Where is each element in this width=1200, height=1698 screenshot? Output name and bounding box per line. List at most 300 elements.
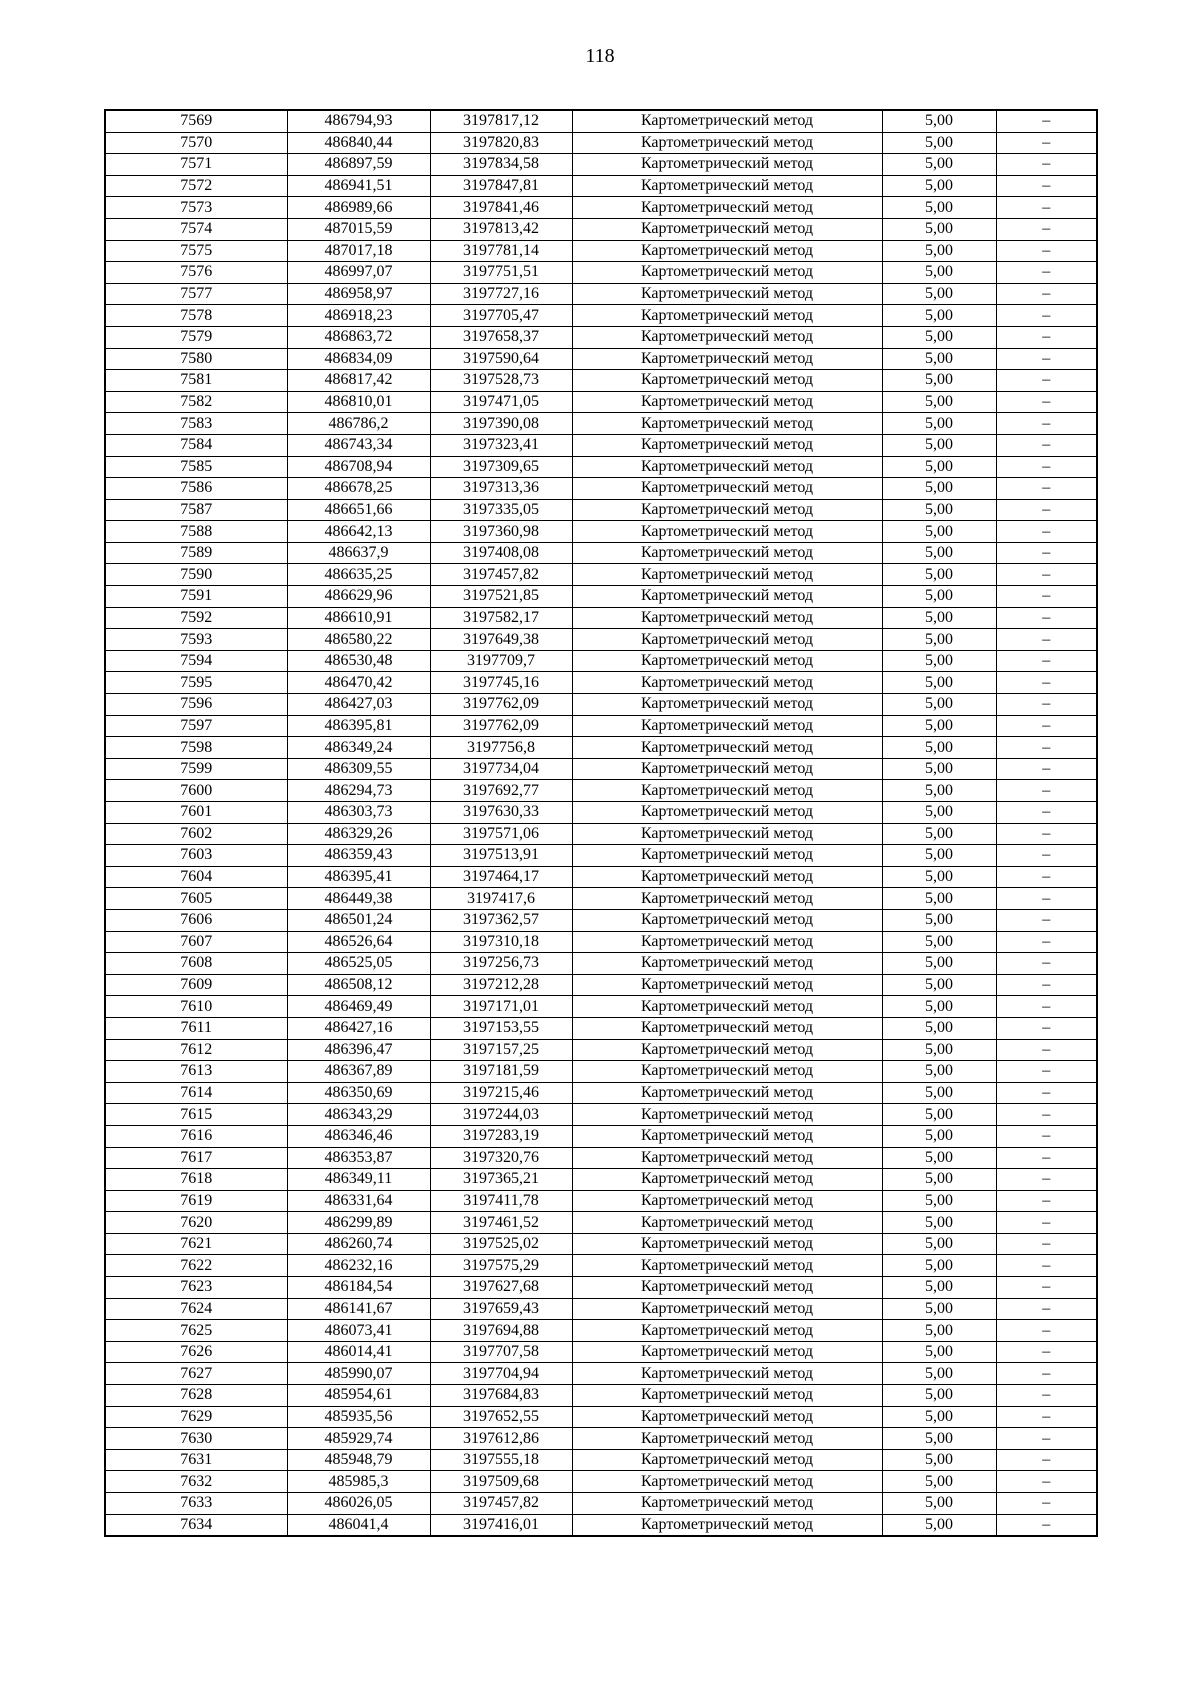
note-cell: – — [996, 866, 1097, 888]
point-number-cell: 7584 — [105, 434, 287, 456]
error-value-cell: 5,00 — [882, 586, 996, 608]
note-cell: – — [996, 370, 1097, 392]
error-value-cell: 5,00 — [882, 197, 996, 219]
method-cell: Картометрический метод — [572, 780, 882, 802]
y-coordinate-cell: 3197335,05 — [430, 499, 572, 521]
y-coordinate-cell: 3197704,94 — [430, 1363, 572, 1385]
error-value-cell: 5,00 — [882, 326, 996, 348]
error-value-cell: 5,00 — [882, 283, 996, 305]
x-coordinate-cell: 486343,29 — [287, 1104, 430, 1126]
x-coordinate-cell: 486359,43 — [287, 845, 430, 867]
table-row — [105, 909, 1097, 931]
method-cell: Картометрический метод — [572, 629, 882, 651]
note-cell: – — [996, 521, 1097, 543]
error-value-cell: 5,00 — [882, 780, 996, 802]
point-number-cell: 7590 — [105, 564, 287, 586]
note-cell: – — [996, 1125, 1097, 1147]
error-value-cell: 5,00 — [882, 132, 996, 154]
table-row — [105, 413, 1097, 435]
error-value-cell: 5,00 — [882, 1298, 996, 1320]
y-coordinate-cell: 3197525,02 — [430, 1233, 572, 1255]
table-row — [105, 758, 1097, 780]
table-row — [105, 780, 1097, 802]
y-coordinate-cell: 3197820,83 — [430, 132, 572, 154]
error-value-cell: 5,00 — [882, 953, 996, 975]
table-row — [105, 1320, 1097, 1342]
method-cell: Картометрический метод — [572, 1449, 882, 1471]
y-coordinate-cell: 3197705,47 — [430, 305, 572, 327]
note-cell: – — [996, 1255, 1097, 1277]
error-value-cell: 5,00 — [882, 715, 996, 737]
table-row — [105, 694, 1097, 716]
table-row — [105, 1233, 1097, 1255]
point-number-cell: 7571 — [105, 154, 287, 176]
x-coordinate-cell: 486863,72 — [287, 326, 430, 348]
y-coordinate-cell: 3197684,83 — [430, 1385, 572, 1407]
method-cell: Картометрический метод — [572, 1061, 882, 1083]
y-coordinate-cell: 3197627,68 — [430, 1277, 572, 1299]
y-coordinate-cell: 3197313,36 — [430, 478, 572, 500]
method-cell: Картометрический метод — [572, 542, 882, 564]
table-row — [105, 1406, 1097, 1428]
method-cell: Картометрический метод — [572, 218, 882, 240]
method-cell: Картометрический метод — [572, 370, 882, 392]
x-coordinate-cell: 485948,79 — [287, 1449, 430, 1471]
method-cell: Картометрический метод — [572, 348, 882, 370]
error-value-cell: 5,00 — [882, 694, 996, 716]
note-cell: – — [996, 1471, 1097, 1493]
point-number-cell: 7607 — [105, 931, 287, 953]
table-row — [105, 218, 1097, 240]
method-cell: Картометрический метод — [572, 1493, 882, 1515]
y-coordinate-cell: 3197244,03 — [430, 1104, 572, 1126]
method-cell: Картометрический метод — [572, 326, 882, 348]
method-cell: Картометрический метод — [572, 953, 882, 975]
method-cell: Картометрический метод — [572, 1406, 882, 1428]
y-coordinate-cell: 3197181,59 — [430, 1061, 572, 1083]
method-cell: Картометрический метод — [572, 672, 882, 694]
table-row — [105, 974, 1097, 996]
y-coordinate-cell: 3197756,8 — [430, 737, 572, 759]
table-row — [105, 1190, 1097, 1212]
table-row — [105, 1061, 1097, 1083]
note-cell: – — [996, 499, 1097, 521]
error-value-cell: 5,00 — [882, 434, 996, 456]
table-row — [105, 1449, 1097, 1471]
note-cell: – — [996, 240, 1097, 262]
method-cell: Картометрический метод — [572, 1277, 882, 1299]
table-row — [105, 1104, 1097, 1126]
error-value-cell: 5,00 — [882, 996, 996, 1018]
x-coordinate-cell: 486525,05 — [287, 953, 430, 975]
table-row — [105, 586, 1097, 608]
x-coordinate-cell: 486743,34 — [287, 434, 430, 456]
error-value-cell: 5,00 — [882, 110, 996, 132]
table-row — [105, 845, 1097, 867]
error-value-cell: 5,00 — [882, 456, 996, 478]
x-coordinate-cell: 486501,24 — [287, 909, 430, 931]
x-coordinate-cell: 486073,41 — [287, 1320, 430, 1342]
table-row — [105, 1428, 1097, 1450]
method-cell: Картометрический метод — [572, 909, 882, 931]
x-coordinate-cell: 486642,13 — [287, 521, 430, 543]
note-cell: – — [996, 1493, 1097, 1515]
point-number-cell: 7600 — [105, 780, 287, 802]
method-cell: Картометрический метод — [572, 802, 882, 824]
x-coordinate-cell: 486260,74 — [287, 1233, 430, 1255]
method-cell: Картометрический метод — [572, 737, 882, 759]
point-number-cell: 7609 — [105, 974, 287, 996]
error-value-cell: 5,00 — [882, 1493, 996, 1515]
y-coordinate-cell: 3197817,12 — [430, 110, 572, 132]
point-number-cell: 7614 — [105, 1082, 287, 1104]
error-value-cell: 5,00 — [882, 672, 996, 694]
table-row — [105, 175, 1097, 197]
note-cell: – — [996, 1406, 1097, 1428]
method-cell: Картометрический метод — [572, 823, 882, 845]
x-coordinate-cell: 486840,44 — [287, 132, 430, 154]
note-cell: – — [996, 1514, 1097, 1536]
y-coordinate-cell: 3197727,16 — [430, 283, 572, 305]
error-value-cell: 5,00 — [882, 931, 996, 953]
page-number: 118 — [585, 45, 615, 67]
x-coordinate-cell: 486350,69 — [287, 1082, 430, 1104]
x-coordinate-cell: 486427,03 — [287, 694, 430, 716]
method-cell: Картометрический метод — [572, 607, 882, 629]
x-coordinate-cell: 486041,4 — [287, 1514, 430, 1536]
table-row — [105, 888, 1097, 910]
x-coordinate-cell: 486184,54 — [287, 1277, 430, 1299]
x-coordinate-cell: 486294,73 — [287, 780, 430, 802]
note-cell: – — [996, 845, 1097, 867]
method-cell: Картометрический метод — [572, 110, 882, 132]
error-value-cell: 5,00 — [882, 1125, 996, 1147]
error-value-cell: 5,00 — [882, 521, 996, 543]
x-coordinate-cell: 486580,22 — [287, 629, 430, 651]
point-number-cell: 7597 — [105, 715, 287, 737]
note-cell: – — [996, 1385, 1097, 1407]
table-row — [105, 1493, 1097, 1515]
point-number-cell: 7588 — [105, 521, 287, 543]
error-value-cell: 5,00 — [882, 478, 996, 500]
table-row — [105, 197, 1097, 219]
error-value-cell: 5,00 — [882, 1471, 996, 1493]
table-row — [105, 1514, 1097, 1536]
y-coordinate-cell: 3197157,25 — [430, 1039, 572, 1061]
note-cell: – — [996, 629, 1097, 651]
method-cell: Картометрический метод — [572, 694, 882, 716]
method-cell: Картометрический метод — [572, 1298, 882, 1320]
error-value-cell: 5,00 — [882, 1320, 996, 1342]
point-number-cell: 7617 — [105, 1147, 287, 1169]
y-coordinate-cell: 3197745,16 — [430, 672, 572, 694]
note-cell: – — [996, 758, 1097, 780]
point-number-cell: 7591 — [105, 586, 287, 608]
y-coordinate-cell: 3197841,46 — [430, 197, 572, 219]
note-cell: – — [996, 650, 1097, 672]
point-number-cell: 7620 — [105, 1212, 287, 1234]
method-cell: Картометрический метод — [572, 521, 882, 543]
error-value-cell: 5,00 — [882, 348, 996, 370]
point-number-cell: 7593 — [105, 629, 287, 651]
x-coordinate-cell: 486941,51 — [287, 175, 430, 197]
error-value-cell: 5,00 — [882, 1061, 996, 1083]
method-cell: Картометрический метод — [572, 240, 882, 262]
method-cell: Картометрический метод — [572, 1514, 882, 1536]
method-cell: Картометрический метод — [572, 478, 882, 500]
x-coordinate-cell: 486396,47 — [287, 1039, 430, 1061]
method-cell: Картометрический метод — [572, 1255, 882, 1277]
y-coordinate-cell: 3197847,81 — [430, 175, 572, 197]
error-value-cell: 5,00 — [882, 1104, 996, 1126]
point-number-cell: 7582 — [105, 391, 287, 413]
y-coordinate-cell: 3197734,04 — [430, 758, 572, 780]
y-coordinate-cell: 3197575,29 — [430, 1255, 572, 1277]
method-cell: Картометрический метод — [572, 715, 882, 737]
table-row — [105, 1255, 1097, 1277]
x-coordinate-cell: 486897,59 — [287, 154, 430, 176]
y-coordinate-cell: 3197555,18 — [430, 1449, 572, 1471]
point-number-cell: 7595 — [105, 672, 287, 694]
note-cell: – — [996, 1428, 1097, 1450]
y-coordinate-cell: 3197471,05 — [430, 391, 572, 413]
note-cell: – — [996, 1233, 1097, 1255]
x-coordinate-cell: 486026,05 — [287, 1493, 430, 1515]
point-number-cell: 7573 — [105, 197, 287, 219]
y-coordinate-cell: 3197834,58 — [430, 154, 572, 176]
note-cell: – — [996, 1277, 1097, 1299]
y-coordinate-cell: 3197652,55 — [430, 1406, 572, 1428]
error-value-cell: 5,00 — [882, 1147, 996, 1169]
y-coordinate-cell: 3197411,78 — [430, 1190, 572, 1212]
method-cell: Картометрический метод — [572, 845, 882, 867]
y-coordinate-cell: 3197464,17 — [430, 866, 572, 888]
y-coordinate-cell: 3197283,19 — [430, 1125, 572, 1147]
table-row — [105, 456, 1097, 478]
table-row — [105, 953, 1097, 975]
y-coordinate-cell: 3197171,01 — [430, 996, 572, 1018]
table-row — [105, 391, 1097, 413]
error-value-cell: 5,00 — [882, 607, 996, 629]
note-cell: – — [996, 931, 1097, 953]
point-number-cell: 7618 — [105, 1169, 287, 1191]
error-value-cell: 5,00 — [882, 758, 996, 780]
point-number-cell: 7602 — [105, 823, 287, 845]
y-coordinate-cell: 3197309,65 — [430, 456, 572, 478]
error-value-cell: 5,00 — [882, 499, 996, 521]
table-row — [105, 996, 1097, 1018]
x-coordinate-cell: 485935,56 — [287, 1406, 430, 1428]
x-coordinate-cell: 486014,41 — [287, 1341, 430, 1363]
point-number-cell: 7615 — [105, 1104, 287, 1126]
table-row — [105, 240, 1097, 262]
note-cell: – — [996, 737, 1097, 759]
y-coordinate-cell: 3197390,08 — [430, 413, 572, 435]
x-coordinate-cell: 486346,46 — [287, 1125, 430, 1147]
method-cell: Картометрический метод — [572, 1233, 882, 1255]
note-cell: – — [996, 1449, 1097, 1471]
error-value-cell: 5,00 — [882, 1449, 996, 1471]
y-coordinate-cell: 3197362,57 — [430, 909, 572, 931]
x-coordinate-cell: 485985,3 — [287, 1471, 430, 1493]
note-cell: – — [996, 132, 1097, 154]
point-number-cell: 7616 — [105, 1125, 287, 1147]
note-cell: – — [996, 888, 1097, 910]
table-row — [105, 132, 1097, 154]
point-number-cell: 7601 — [105, 802, 287, 824]
point-number-cell: 7633 — [105, 1493, 287, 1515]
note-cell: – — [996, 456, 1097, 478]
error-value-cell: 5,00 — [882, 1277, 996, 1299]
y-coordinate-cell: 3197751,51 — [430, 262, 572, 284]
note-cell: – — [996, 542, 1097, 564]
method-cell: Картометрический метод — [572, 197, 882, 219]
note-cell: – — [996, 1147, 1097, 1169]
note-cell: – — [996, 326, 1097, 348]
method-cell: Картометрический метод — [572, 262, 882, 284]
error-value-cell: 5,00 — [882, 823, 996, 845]
point-number-cell: 7605 — [105, 888, 287, 910]
x-coordinate-cell: 486141,67 — [287, 1298, 430, 1320]
x-coordinate-cell: 486349,11 — [287, 1169, 430, 1191]
x-coordinate-cell: 486997,07 — [287, 262, 430, 284]
method-cell: Картометрический метод — [572, 1017, 882, 1039]
method-cell: Картометрический метод — [572, 931, 882, 953]
y-coordinate-cell: 3197762,09 — [430, 694, 572, 716]
table-row — [105, 1212, 1097, 1234]
table-row — [105, 478, 1097, 500]
table-row — [105, 326, 1097, 348]
table-row — [105, 802, 1097, 824]
table-row — [105, 110, 1097, 132]
error-value-cell: 5,00 — [882, 1017, 996, 1039]
method-cell: Картометрический метод — [572, 1320, 882, 1342]
point-number-cell: 7572 — [105, 175, 287, 197]
note-cell: – — [996, 218, 1097, 240]
note-cell: – — [996, 110, 1097, 132]
point-number-cell: 7569 — [105, 110, 287, 132]
note-cell: – — [996, 434, 1097, 456]
point-number-cell: 7577 — [105, 283, 287, 305]
y-coordinate-cell: 3197692,77 — [430, 780, 572, 802]
point-number-cell: 7603 — [105, 845, 287, 867]
method-cell: Картометрический метод — [572, 866, 882, 888]
method-cell: Картометрический метод — [572, 305, 882, 327]
error-value-cell: 5,00 — [882, 1406, 996, 1428]
x-coordinate-cell: 486918,23 — [287, 305, 430, 327]
point-number-cell: 7586 — [105, 478, 287, 500]
x-coordinate-cell: 487015,59 — [287, 218, 430, 240]
x-coordinate-cell: 486329,26 — [287, 823, 430, 845]
point-number-cell: 7570 — [105, 132, 287, 154]
x-coordinate-cell: 486353,87 — [287, 1147, 430, 1169]
x-coordinate-cell: 486427,16 — [287, 1017, 430, 1039]
point-number-cell: 7604 — [105, 866, 287, 888]
y-coordinate-cell: 3197256,73 — [430, 953, 572, 975]
x-coordinate-cell: 486530,48 — [287, 650, 430, 672]
x-coordinate-cell: 486232,16 — [287, 1255, 430, 1277]
y-coordinate-cell: 3197457,82 — [430, 1493, 572, 1515]
note-cell: – — [996, 780, 1097, 802]
y-coordinate-cell: 3197365,21 — [430, 1169, 572, 1191]
table-row — [105, 1125, 1097, 1147]
error-value-cell: 5,00 — [882, 650, 996, 672]
x-coordinate-cell: 486349,24 — [287, 737, 430, 759]
note-cell: – — [996, 672, 1097, 694]
y-coordinate-cell: 3197408,08 — [430, 542, 572, 564]
y-coordinate-cell: 3197215,46 — [430, 1082, 572, 1104]
point-number-cell: 7594 — [105, 650, 287, 672]
point-number-cell: 7626 — [105, 1341, 287, 1363]
error-value-cell: 5,00 — [882, 888, 996, 910]
error-value-cell: 5,00 — [882, 1082, 996, 1104]
table-row — [105, 866, 1097, 888]
point-number-cell: 7599 — [105, 758, 287, 780]
note-cell: – — [996, 175, 1097, 197]
y-coordinate-cell: 3197659,43 — [430, 1298, 572, 1320]
error-value-cell: 5,00 — [882, 305, 996, 327]
x-coordinate-cell: 486309,55 — [287, 758, 430, 780]
note-cell: – — [996, 1341, 1097, 1363]
x-coordinate-cell: 486817,42 — [287, 370, 430, 392]
point-number-cell: 7589 — [105, 542, 287, 564]
point-number-cell: 7610 — [105, 996, 287, 1018]
x-coordinate-cell: 486678,25 — [287, 478, 430, 500]
point-number-cell: 7579 — [105, 326, 287, 348]
table-row — [105, 1147, 1097, 1169]
error-value-cell: 5,00 — [882, 845, 996, 867]
error-value-cell: 5,00 — [882, 175, 996, 197]
note-cell: – — [996, 996, 1097, 1018]
method-cell: Картометрический метод — [572, 1039, 882, 1061]
coordinates-table — [104, 109, 1098, 1537]
error-value-cell: 5,00 — [882, 240, 996, 262]
note-cell: – — [996, 1169, 1097, 1191]
table-row — [105, 262, 1097, 284]
table-row — [105, 629, 1097, 651]
x-coordinate-cell: 485929,74 — [287, 1428, 430, 1450]
point-number-cell: 7596 — [105, 694, 287, 716]
x-coordinate-cell: 486395,81 — [287, 715, 430, 737]
method-cell: Картометрический метод — [572, 1363, 882, 1385]
method-cell: Картометрический метод — [572, 1212, 882, 1234]
method-cell: Картометрический метод — [572, 1341, 882, 1363]
point-number-cell: 7624 — [105, 1298, 287, 1320]
note-cell: – — [996, 391, 1097, 413]
y-coordinate-cell: 3197310,18 — [430, 931, 572, 953]
x-coordinate-cell: 486786,2 — [287, 413, 430, 435]
y-coordinate-cell: 3197320,76 — [430, 1147, 572, 1169]
method-cell: Картометрический метод — [572, 650, 882, 672]
table-row — [105, 1363, 1097, 1385]
point-number-cell: 7625 — [105, 1320, 287, 1342]
point-number-cell: 7606 — [105, 909, 287, 931]
note-cell: – — [996, 262, 1097, 284]
table-row — [105, 672, 1097, 694]
y-coordinate-cell: 3197521,85 — [430, 586, 572, 608]
method-cell: Картометрический метод — [572, 413, 882, 435]
error-value-cell: 5,00 — [882, 737, 996, 759]
y-coordinate-cell: 3197649,38 — [430, 629, 572, 651]
table-row — [105, 1385, 1097, 1407]
table-row — [105, 1082, 1097, 1104]
y-coordinate-cell: 3197762,09 — [430, 715, 572, 737]
note-cell: – — [996, 974, 1097, 996]
table-row — [105, 370, 1097, 392]
table-row — [105, 1471, 1097, 1493]
y-coordinate-cell: 3197360,98 — [430, 521, 572, 543]
x-coordinate-cell: 486708,94 — [287, 456, 430, 478]
